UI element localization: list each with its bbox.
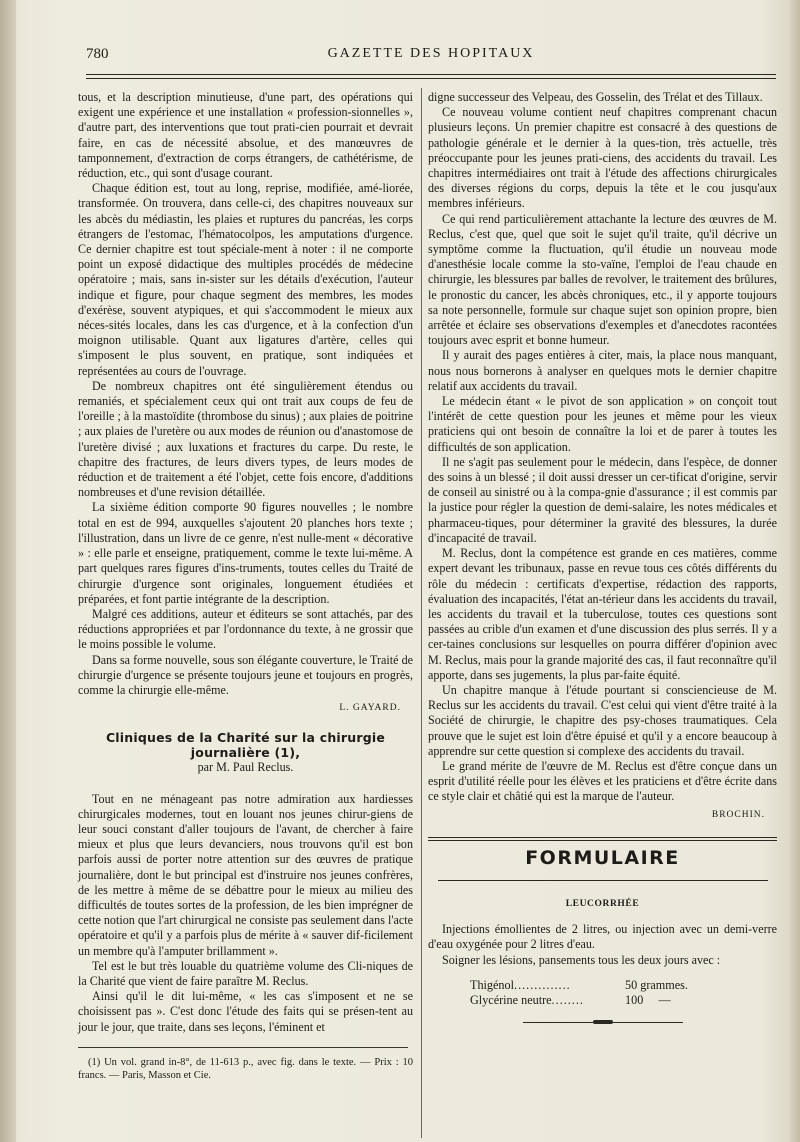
paragraph: La sixième édition comporte 90 figures nouvelles ; le nombre total en est de 994, auxquelles s'ajoutent 20 planches hors texte ; l'illustration, dans un livre de ce genre, n'est nulle-ment « décorative » : elle parle et enseigne, pratiquement, comme le texte lui-même. A part quelques rares figures d'ins-truments, toutes celles du Traité de chirurgie d'urgence sont originales, longuement étudiées et préparées, et font partie intégrante de la description.: [78, 500, 413, 606]
section-author: par M. Paul Reclus.: [197, 760, 294, 775]
paragraph: M. Reclus, dont la compétence est grande en ces matières, comme expert devant les tribunaux, passe en revue tous ces côtés différents du rôle du médecin : certificats d'expertise, rédaction des rapports, évaluation des incapacités, l'état an-térieur dans les accidents du travail, les accidents du travail et la tuberculose, toutes ces questions sont passées au crible d'un examen et d'une discussion des plus serrés. Il y a cer-taines conclusions sur lesquelles on pourra différer d'opinion avec M. Reclus, mais pour la grande majorité des cas, il faut reconnaître qu'il apporte, dans ses jugements, la plus par-faite équité.: [428, 546, 777, 682]
leader-dots: ........: [551, 992, 584, 1007]
header-rule-thin: [86, 78, 776, 79]
title-rule: [438, 880, 768, 881]
formula-name: LEUCORRHÉE: [565, 898, 640, 909]
review-signature: BROCHIN.: [711, 809, 765, 820]
formula-instruction: Soigner les lésions, pansements tous les deux jours avec :: [442, 952, 721, 967]
paragraph: Il ne s'agit pas seulement pour le médecin, dans l'espèce, de donner des soins à un blessé ; il doit aussi dresser un cer-tificat d'origine, servir de conseil au sinistré ou à la compa-gnie d'assurance ; il est commis par la justice pour régler la question de demi-salaire, les notes médicales et pharmaceu-tiques, pour déterminer la gravité des blessures, la durée d'incapacité de travail.: [428, 454, 777, 545]
right-column: [428, 90, 777, 1023]
section-rule: [428, 837, 777, 838]
paragraph: Dans sa forme nouvelle, sous son élégante couverture, le Traité de chirurgie d'urgence se présente toujours jeune et toujours en progrès, comme la chirurgie elle-même.: [78, 652, 413, 697]
ingredient-quantity: 50 grammes.: [625, 977, 688, 992]
footnote-text: (1) Un vol. grand in-8°, de 11-613 p., avec fig. dans le texte. — Prix : 10 francs. — Paris, Masson et Cie.: [78, 1056, 413, 1081]
ingredient-quantity: 100 —: [625, 992, 671, 1007]
paragraph: Ce qui rend particulièrement attachante la lecture des œuvres de M. Reclus, c'est que, quel que soit le sujet qu'il traite, qu'il décrive un symptôme comme la fluctuation, qu'il étudie un nouveau mode d'anesthésie locale comme la sto-vaïne, l'emploi de l'eau chaude en chirurgie, les blessures par balles de revolver, le traitement des brûlures, le pronostic du cancer, les abcès chroniques, etc., il y apporte toujours sa note personnelle, formule sur chaque sujet son opinion propre, bien arrêtée et éclaire ses observations d'exemples et d'anecdotes racontées toujours avec esprit et bonne humeur.: [428, 211, 777, 348]
paragraph: De nombreux chapitres ont été singulièrement étendus ou remaniés, et spécialement ceux qui ont trait aux coups de feu de l'oreille ; à la mastoïdite (thrombose du sinus) ; aux plaies de poitrine ; aux plaies de l'uretère ou aux modes de réunion ou d'anastomose de l'uretère divisé ; aux luxations et fractures du carpe. Du reste, le chapitre des fractures, de leurs divers types, de leurs modes de réduction et de traitement a été l'objet, cette fois encore, d'additions nombreuses et d'une revision détaillée.: [78, 378, 413, 500]
header-rule: [86, 74, 776, 75]
section-rule-thin: [428, 840, 777, 841]
ingredient-row: [470, 978, 705, 993]
page-number: 780: [86, 46, 109, 62]
page-edge: [790, 0, 800, 1142]
paragraph: Le médecin étant « le pivot de son application » on conçoit tout l'intérêt de cette question pour les jeunes et même pour les vieux praticiens qui ont besoin de connaître la loi et de parer à toutes les difficultés de son application.: [428, 394, 777, 454]
paragraph: tous, et la description minutieuse, d'une part, des opérations qui exigent une expérience et une installation « profession-sionnelles », d'autre part, des interventions que tout prati-cien pourrait et devrait faire, en cas de nécessité absolue, et des manœuvres de tamponnement, d'extraction de corps étrangers, de cathétérisme, de réduction, etc., qui sont d'usage courant.: [78, 90, 413, 181]
binding-spine: [0, 0, 16, 1142]
end-ornament: [523, 1022, 683, 1023]
paragraph: Il y aurait des pages entières à citer, mais, la place nous manquant, nous nous bornerons à analyser en quelques mots le dernier chapitre relatif aux accidents du travail.: [428, 348, 777, 393]
paragraph: Le grand mérite de l'œuvre de M. Reclus est d'être conçue dans un esprit d'utilité réelle pour les élèves et les praticiens et d'être écrite dans ce style clair et châtié qui est la marque de l'auteur.: [428, 758, 777, 804]
ingredient-name: Thigénol: [470, 977, 515, 992]
formulaire-title: FORMULAIRE: [525, 846, 680, 869]
column-divider: [421, 88, 422, 1138]
paragraph: Ce nouveau volume contient neuf chapitres comprenant chacun plusieurs leçons. Un premier chapitre est consacré à des questions de pathologie générale et le dernier à la ques-tion, très actuelle, très préoccupante pour les jeunes prati-ciens, des accidents du travail. Les chapitres intermédiaires ont trait à l'étude des affections chirurgicales des diverses régions du corps, depuis la tête et le cou jusqu'aux membres inférieurs.: [428, 105, 777, 211]
ingredient-row: [470, 993, 705, 1008]
paragraph: Un chapitre manque à l'étude pourtant si consciencieuse de M. Reclus sur les accidents du travail. C'est celui qui vient d'être traité à la Société de chirurgie, le chapitre des psy-choses traumatiques. Cela prouve que le sujet est loin d'être épuisé et qu'il y a encore beaucoup à apprendre sur cette question si complexe des accidents du travail.: [428, 682, 777, 758]
paragraph: Malgré ces additions, auteur et éditeurs se sont attachés, par des réductions appropriées et par l'ordonnance du texte, à ne grossir que le moins possible le volume.: [78, 606, 413, 652]
leader-dots: ..............: [514, 977, 571, 992]
left-column: [78, 90, 413, 1082]
paragraph: Tout en ne ménageant pas notre admiration aux hardiesses chirurgicales modernes, tout en louant nos jeunes chirur-giens de leur souci constant d'aller toujours de l'avant, de chercher à faire mieux et plus que leurs devanciers, nous trouvons qu'il est bon parfois aussi de porter notre attention sur des œuvres de pratique journalière, dont le but principal est d'instruire nos jeunes confrères, de les mettre à même de se débattre pour le mieux au milieu des difficultés de toutes sortes de la profession, de les bien imprégner de cette notion que l'art chirurgical ne consiste pas seulement dans l'acte opératoire et qu'il y a parfois plus de mérite à « sauver dif-ficilement un membre qu'à l'amputer brillamment ».: [78, 791, 413, 958]
page-header: [86, 44, 776, 68]
footnote: [78, 1056, 413, 1082]
paragraph: Tel est le but très louable du quatrième volume des Cli-niques de la Charité que vient de faire paraître M. Reclus.: [78, 958, 413, 988]
paragraph: Ainsi qu'il le dit lui-même, « les cas s'imposent et ne se choisissent pas ». C'est donc l'étude des faits qui se présen-tent au jour le jour, que traite, dans ses leçons, l'éminent et: [78, 989, 413, 1034]
paragraph: Chaque édition est, tout au long, reprise, modifiée, amé-liorée, transformée. On trouvera, dans celle-ci, des chapitres nouveaux sur les abcès du médiastin, les plaies et ruptures du pancréas, les corps étrangers de l'estomac, l'hématocolpos, les amputations d'urgence. Ce dernier chapitre est tout spéciale-ment à noter : il ne comporte point un exposé didactique des multiples procédés de médecine opératoire ; mais, sans in-sister sur les détails d'exécution, l'auteur indique et figure, pour chaque segment des membres, les modes d'exérèse, souvent atypiques, et qui s'accommodent le mieux aux néces-sités locales, dans les cas d'urgence, et à la confection d'un moignon utilisable. Quant aux ligatures d'artère, celles qui s'imposent le plus souvent, en pratique, sont indiquées et représentées au cours de l'ouvrage.: [78, 181, 413, 378]
footnote-rule: [78, 1047, 408, 1048]
review-signature: L. GAYARD.: [339, 703, 401, 714]
formula-instruction: Injections émollientes de 2 litres, ou injection avec un demi-verre d'eau oxygénée pour 2 litres d'eau.: [428, 922, 777, 952]
journal-title: GAZETTE DES HOPITAUX: [327, 46, 535, 61]
paragraph: digne successeur des Velpeau, des Gosselin, des Trélat et des Tillaux.: [428, 90, 763, 104]
ingredient-name: Glycérine neutre: [470, 992, 552, 1007]
section-title: Cliniques de la Charité sur la chirurgie journalière (1),: [105, 730, 386, 761]
